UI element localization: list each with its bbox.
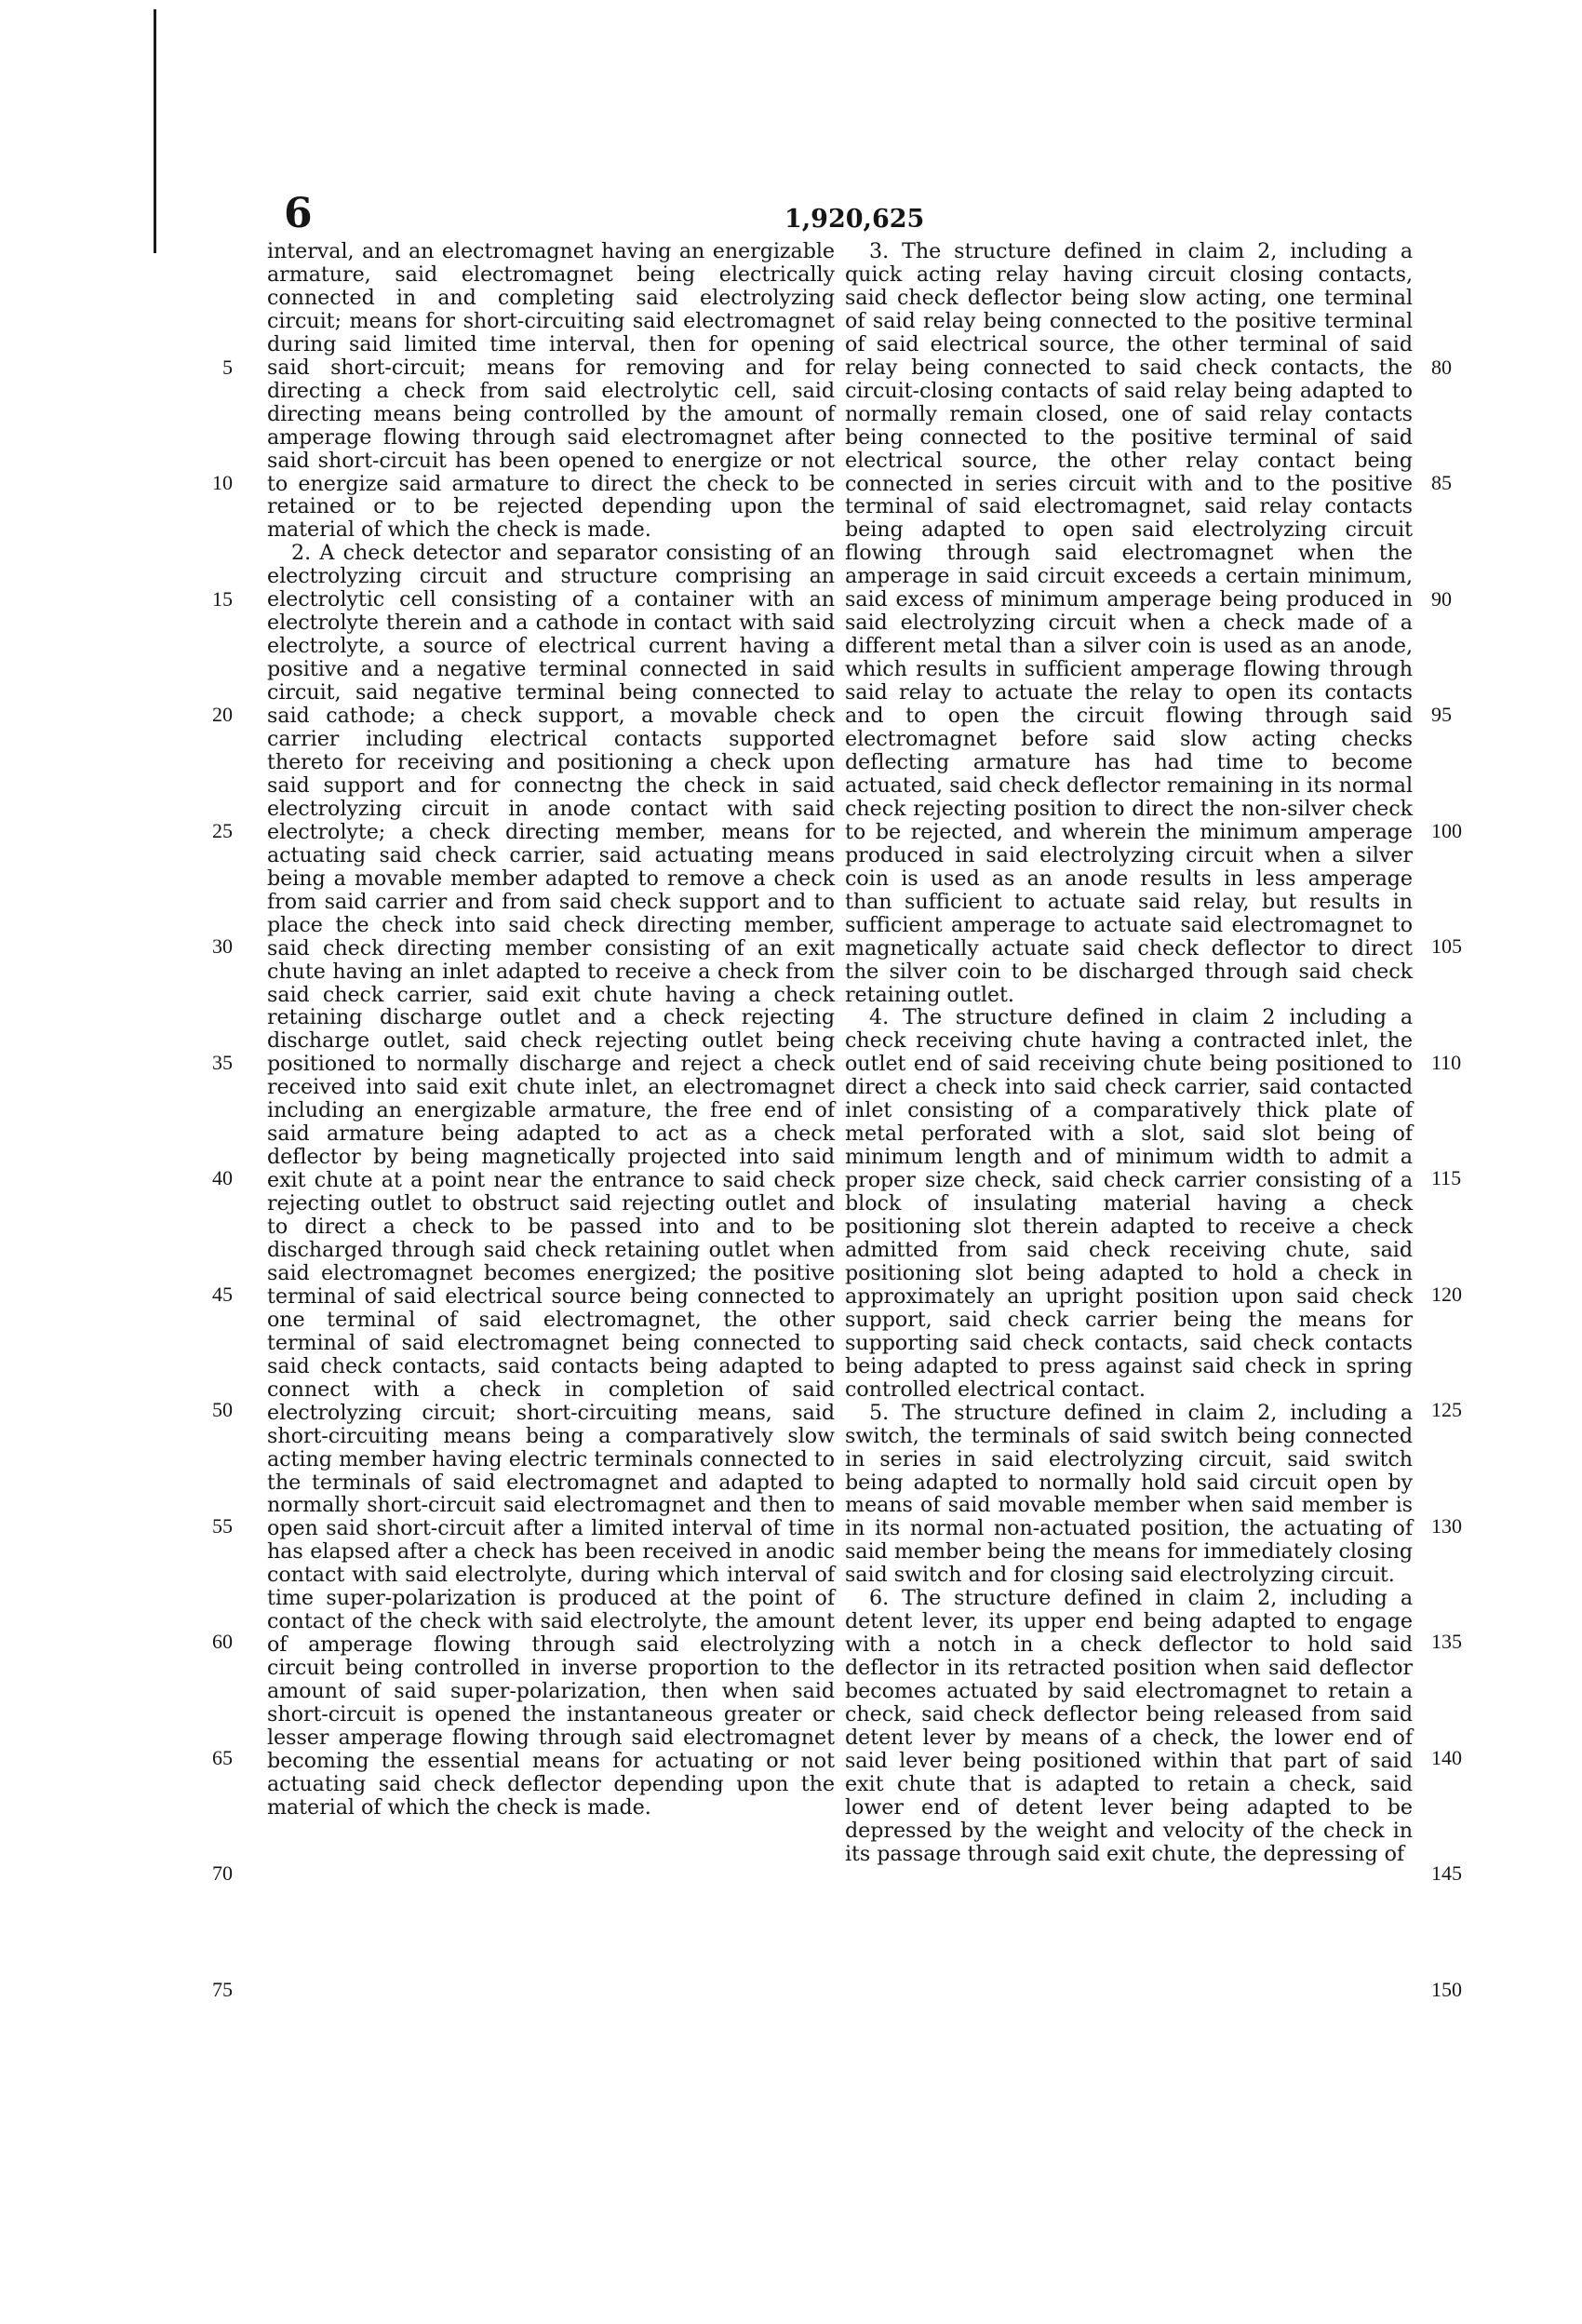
line-number: 15 bbox=[212, 587, 233, 611]
line-number: 130 bbox=[1431, 1514, 1462, 1538]
right-text-column bbox=[845, 240, 1413, 1866]
claim-1-continuation: interval, and an electromagnet having an energizable armature, said electromagnet being electrically connected in and completing said electrolyzing circuit; means for short-circuiting said electromagnet during said limited time interval, then for opening said short-circuit; means for removing and for directing a check from said electrolytic cell, said directing means being controlled by the amount of amperage flowing through said electromagnet after said short-circuit has been opened to energize or not to energize said armature to direct the check to be retained or to be rejected depending upon the material of which the check is made. bbox=[267, 239, 835, 543]
line-number: 100 bbox=[1431, 819, 1462, 842]
line-number: 70 bbox=[212, 1861, 233, 1885]
claim-5: 5. The structure defined in claim 2, including a switch, the terminals of said switch being connected in series in said electrolyzing circuit, said switch being adapted to normally hold said circuit open by means of said movable member when said member is in its normal non-actuated position, the actuating of said member being the means for immediately closing said switch and for closing said electrolyzing circuit. bbox=[845, 1400, 1413, 1588]
line-number: 110 bbox=[1431, 1051, 1462, 1074]
line-number: 35 bbox=[212, 1051, 233, 1074]
line-number: 105 bbox=[1431, 934, 1462, 958]
line-number: 50 bbox=[212, 1398, 233, 1421]
line-number: 45 bbox=[212, 1283, 233, 1306]
claim-3: 3. The structure defined in claim 2, including a quick acting relay having circuit closing contacts, said check deflector being slow acting, one terminal of said relay being connected to the positive terminal of said electrical source, the other terminal of said relay being connected to said check contacts, the circuit-closing contacts of said relay being adapted to normally remain closed, one of said relay contacts being connected to the positive terminal of said electrical source, the other relay contact being connected in series circuit with and to the positive terminal of said electromagnet, said relay contacts being adapted to open said electrolyzing circuit flowing through said electromagnet when the amperage in said circuit exceeds a certain minimum, said excess of minimum amperage being produced in said electrolyzing circuit when a check made of a different metal than a silver coin is used as an anode, which results in sufficient amperage flowing through said relay to actuate the relay to open its contacts and to open the circuit flowing through said electromagnet before said slow acting checks deflecting armature has had time to become actuated, said check deflector remaining in its normal check rejecting position to direct the non-silver check to be rejected, and wherein the minimum amperage produced in said electrolyzing circuit when a silver coin is used as an anode results in less amperage than sufficient to actuate said relay, but results in sufficient amperage to actuate said electromagnet to magnetically actuate said check deflector to direct the silver coin to be discharged through said check retaining outlet. bbox=[845, 239, 1413, 1007]
line-number: 40 bbox=[212, 1166, 233, 1189]
claim-4: 4. The structure defined in claim 2 including a check receiving chute having a contracted inlet, the outlet end of said receiving chute being positioned to direct a check into said check carrier, said contacted inlet consisting of a comparatively thick plate of metal perforated with a slot, said slot being of minimum length and of minimum width to admit a proper size check, said check carrier consisting of a block of insulating material having a check positioning slot therein adapted to receive a check admitted from said check receiving chute, said positioning slot being adapted to hold a check in approximately an upright position upon said check support, said check carrier being the means for supporting said check contacts, said check contacts being adapted to press against said check in spring controlled electrical contact. bbox=[845, 1005, 1413, 1402]
claim-6: 6. The structure defined in claim 2, including a detent lever, its upper end being adapted to engage with a notch in a check deflector to hold said deflector in its retracted position when said deflector becomes actuated by said electromagnet to retain a check, said check deflector being released from said detent lever by means of a check, the lower end of said lever being positioned within that part of said exit chute that is adapted to retain a check, said lower end of detent lever being adapted to be depressed by the weight and velocity of the check in its passage through said exit chute, the depressing of bbox=[845, 1586, 1413, 1866]
line-number: 30 bbox=[212, 934, 233, 958]
line-number: 65 bbox=[212, 1746, 233, 1769]
line-number: 150 bbox=[1431, 1978, 1462, 2001]
line-number: 25 bbox=[212, 819, 233, 842]
line-number: 90 bbox=[1431, 587, 1452, 611]
line-number: 140 bbox=[1431, 1746, 1462, 1769]
left-text-column bbox=[267, 240, 835, 1820]
claim-2: 2. A check detector and separator consisting of an electrolyzing circuit and structure comprising an electrolytic cell consisting of a container with an electrolyte therein and a cathode in contact with said electrolyte, a source of electrical current having a positive and a negative terminal connected in said circuit, said negative terminal being connected to said cathode; a check support, a movable check carrier including electrical contacts supported thereto for receiving and positioning a check upon said support and for connectng the check in said electrolyzing circuit in anode contact with said electrolyte; a check directing member, means for actuating said check carrier, said actuating means being a movable member adapted to remove a check from said carrier and from said check support and to place the check into said check directing member, said check directing member consisting of an exit chute having an inlet adapted to receive a check from said check carrier, said exit chute having a check retaining discharge outlet and a check rejecting discharge outlet, said check rejecting outlet being positioned to normally discharge and reject a check received into said exit chute inlet, an electromagnet including an energizable armature, the free end of said armature being adapted to act as a check deflector by being magnetically projected into said exit chute at a point near the entrance to said check rejecting outlet to obstruct said rejecting outlet and to direct a check to be passed into and to be discharged through said check retaining outlet when said electromagnet becomes energized; the positive terminal of said electrical source being connected to one terminal of said electromagnet, the other terminal of said electromagnet being connected to said check contacts, said contacts being adapted to connect with a check in completion of said electrolyzing circuit; short-circuiting means, said short-circuiting means being a comparatively slow acting member having electric terminals connected to the terminals of said electromagnet and adapted to normally short-circuit said electromagnet and then to open said short-circuit after a limited interval of time has elapsed after a check has been received in anodic contact with said electrolyte, during which interval of time super-polarization is produced at the point of contact of the check with said electrolyte, the amount of amperage flowing through said electrolyzing circuit being controlled in inverse proportion to the amount of said super-polarization, then when said short-circuit is opened the instantaneous greater or lesser amperage flowing through said electromagnet becoming the essential means for actuating or not actuating said check deflector depending upon the material of which the check is made. bbox=[267, 541, 835, 1820]
patent-number: 1,920,625 bbox=[784, 205, 925, 234]
line-number: 145 bbox=[1431, 1861, 1462, 1885]
line-number: 5 bbox=[222, 356, 233, 379]
page-number: 6 bbox=[284, 190, 313, 237]
line-number: 80 bbox=[1431, 356, 1452, 379]
line-number: 135 bbox=[1431, 1630, 1462, 1653]
line-number: 115 bbox=[1431, 1166, 1462, 1189]
line-number: 20 bbox=[212, 703, 233, 726]
line-number: 85 bbox=[1431, 471, 1452, 494]
line-number: 10 bbox=[212, 471, 233, 494]
line-number: 55 bbox=[212, 1514, 233, 1538]
line-number: 75 bbox=[212, 1978, 233, 2001]
line-number: 95 bbox=[1431, 703, 1452, 726]
line-number: 120 bbox=[1431, 1283, 1462, 1306]
line-number: 125 bbox=[1431, 1398, 1462, 1421]
binding-margin-rule bbox=[154, 9, 156, 253]
line-number: 60 bbox=[212, 1630, 233, 1653]
